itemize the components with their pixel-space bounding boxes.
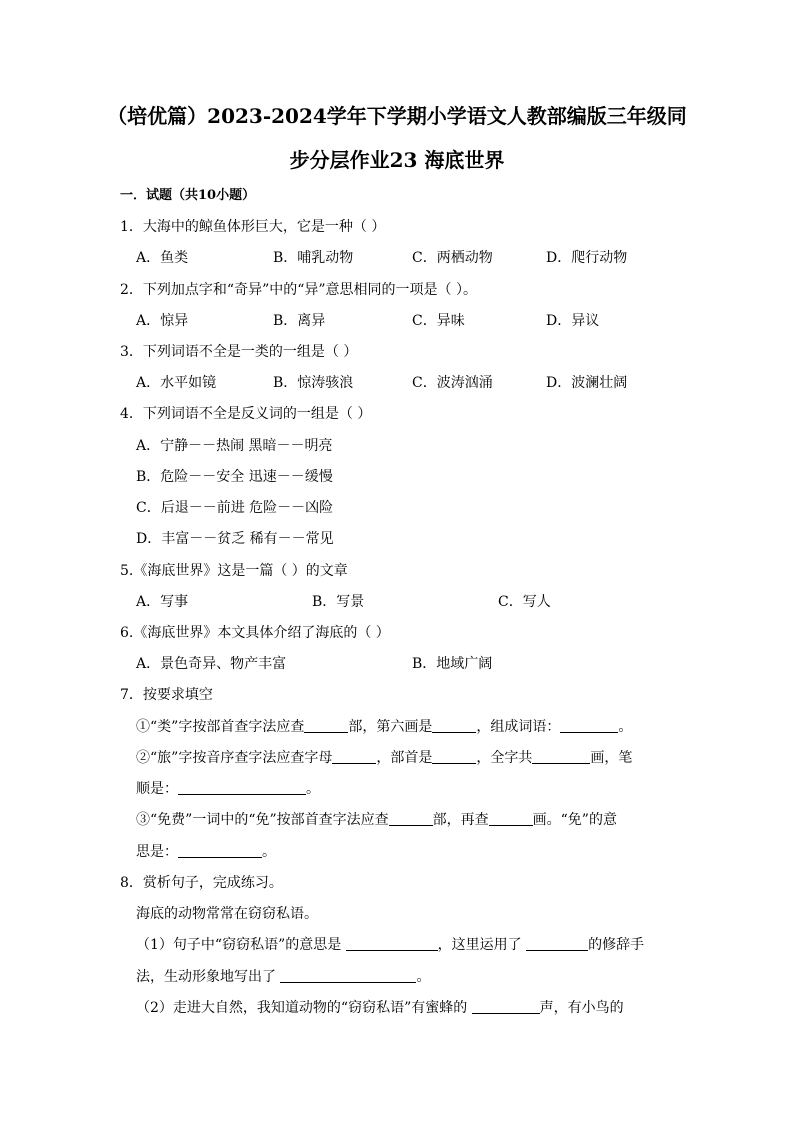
answer-blank[interactable] (332, 749, 376, 764)
document-title-line-1: （培优篇）2023-2024学年下学期小学语文人教部编版三年级同 (107, 104, 687, 128)
answer-blank[interactable] (389, 811, 433, 826)
question-2-option-d: D．异议 (546, 313, 600, 329)
answer-blank[interactable] (472, 999, 540, 1014)
answer-blank[interactable] (178, 780, 306, 795)
answer-blank[interactable] (304, 718, 348, 733)
question-7-part-2-continued: 顺是： 。 (136, 781, 320, 797)
answer-blank[interactable] (280, 968, 416, 983)
answer-blank[interactable] (178, 843, 262, 858)
question-6-option-b: B．地域广阔 (412, 656, 493, 672)
question-7-stem: 7．按要求填空 (120, 687, 213, 703)
question-3-option-a: A．水平如镜 (136, 375, 217, 391)
question-8-stem: 8．赏析句子，完成练习。 (120, 875, 283, 891)
answer-blank[interactable] (489, 811, 533, 826)
question-3-option-c: C．波涛汹涌 (412, 375, 493, 391)
question-1-stem: 1．大海中的鲸鱼体形巨大，它是一种（ ） (120, 219, 386, 235)
question-6-stem: 6.《海底世界》本文具体介绍了海底的（ ） (120, 625, 390, 641)
question-8-subquestion-1: （1）句子中“窃窃私语”的意思是 ，这里运用了 的修辞手 (136, 937, 645, 953)
question-7-part-2: ②“旅”字按音序查字法应查字母 ，部首是 ，全字共 画，笔 (136, 750, 633, 766)
question-1-option-d: D．爬行动物 (546, 250, 628, 266)
question-8-sentence: 海底的动物常常在窃窃私语。 (136, 906, 318, 922)
question-5-option-a: A．写事 (136, 594, 189, 610)
question-2-stem: 2．下列加点字和“奇异”中的“异”意思相同的一项是（ ）。 (120, 282, 477, 298)
question-4-option-a: A．宁静－－热闹 黑暗－－明亮 (136, 438, 333, 454)
question-1-option-c: C．两栖动物 (412, 250, 493, 266)
question-2-option-b: B．离异 (273, 313, 326, 329)
answer-blank[interactable] (432, 718, 476, 733)
question-4-option-d: D．丰富－－贫乏 稀有－－常见 (136, 531, 334, 547)
question-3-option-b: B．惊涛骇浪 (273, 375, 354, 391)
question-1-option-b: B．哺乳动物 (273, 250, 354, 266)
question-3-option-d: D．波澜壮阔 (546, 375, 628, 391)
question-4-stem: 4．下列词语不全是反义词的一组是（ ） (120, 406, 372, 422)
answer-blank[interactable] (526, 936, 588, 951)
question-7-part-1: ①“类”字按部首查字法应查 部，第六画是 ，组成词语： 。 (136, 719, 633, 735)
answer-blank[interactable] (560, 718, 618, 733)
question-7-part-3-continued: 思是： 。 (136, 844, 276, 860)
question-8-subquestion-2: （2）走进大自然，我知道动物的“窃窃私语”有蜜蜂的 声，有小鸟的 (136, 1000, 624, 1016)
question-4-option-b: B．危险－－安全 迅速－－缓慢 (136, 469, 333, 485)
question-8-subquestion-1-continued: 法，生动形象地写出了 。 (136, 969, 431, 985)
section-header: 一．试题（共10小题） (120, 188, 256, 203)
answer-blank[interactable] (346, 936, 438, 951)
question-5-option-c: C．写人 (498, 594, 551, 610)
question-2-option-a: A．惊异 (136, 313, 189, 329)
question-5-option-b: B．写景 (312, 594, 365, 610)
question-3-stem: 3．下列词语不全是一类的一组是（ ） (120, 344, 358, 360)
question-6-option-a: A．景色奇异、物产丰富 (136, 656, 287, 672)
answer-blank[interactable] (532, 749, 590, 764)
question-7-part-3: ③“免费”一词中的“免”按部首查字法应查 部，再查 画。“免”的意 (136, 812, 617, 828)
answer-blank[interactable] (432, 749, 476, 764)
document-title-line-2: 步分层作业23 海底世界 (289, 148, 505, 172)
question-5-stem: 5.《海底世界》这是一篇（ ）的文章 (120, 563, 348, 579)
question-2-option-c: C．异味 (412, 313, 465, 329)
question-1-option-a: A．鱼类 (136, 250, 189, 266)
question-4-option-c: C．后退－－前进 危险－－凶险 (136, 500, 334, 516)
